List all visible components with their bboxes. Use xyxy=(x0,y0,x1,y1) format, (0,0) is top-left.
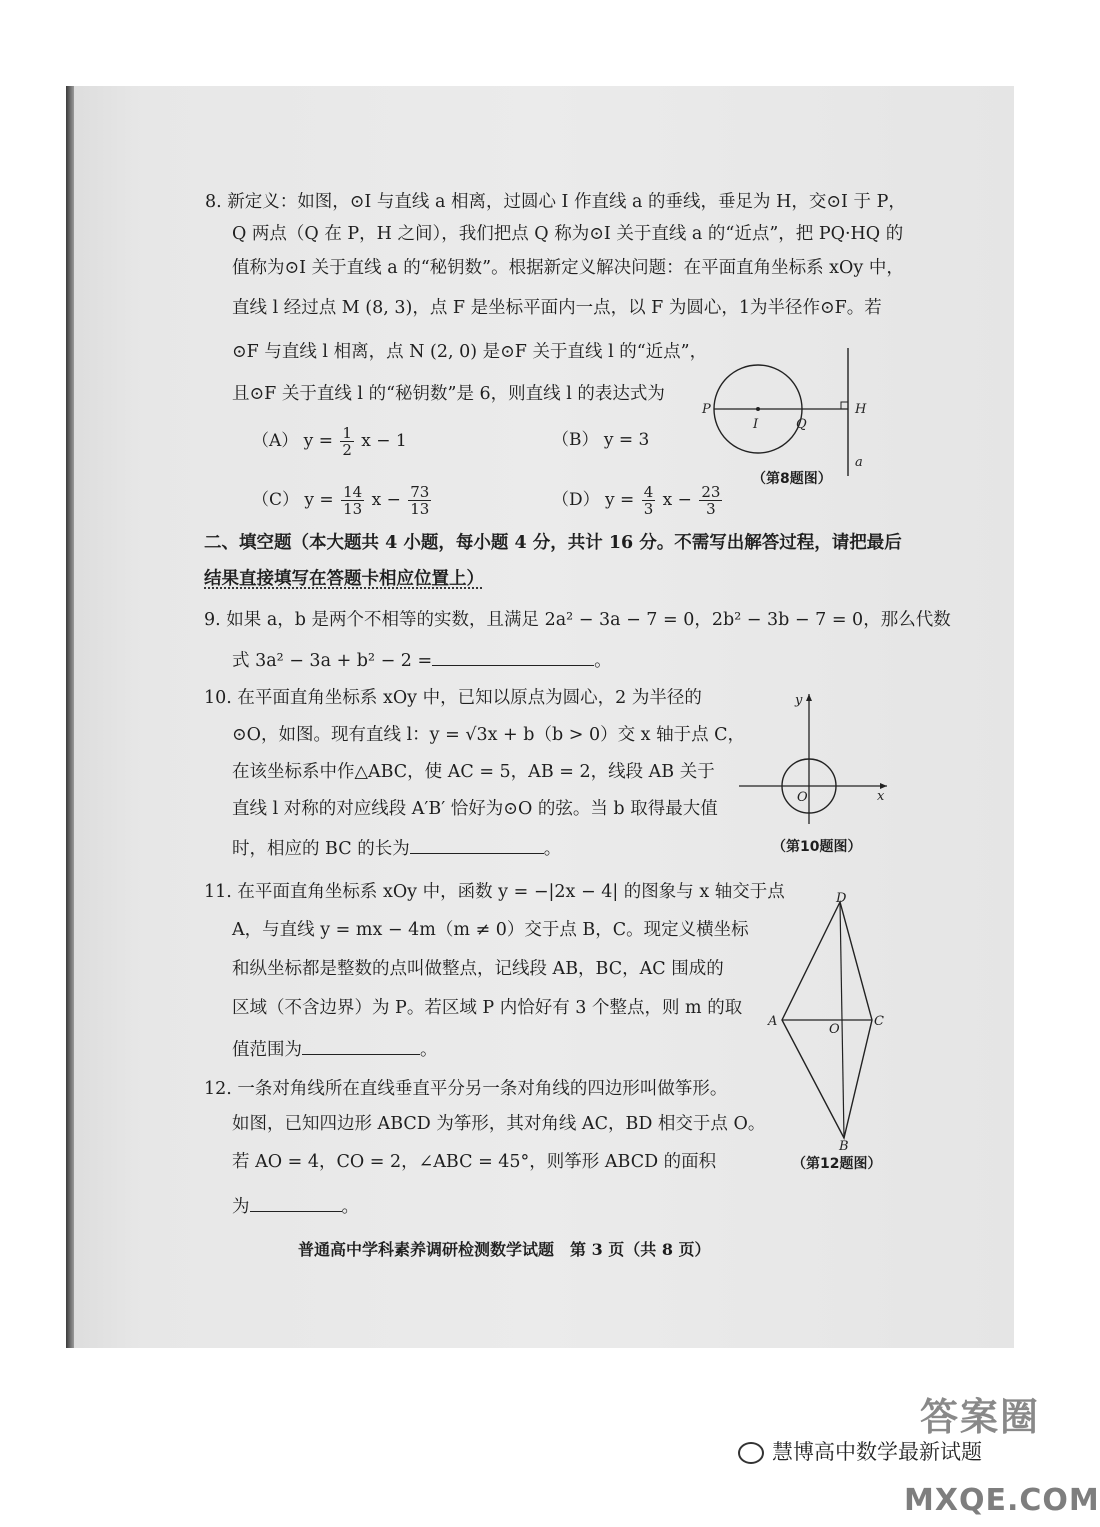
wechat-icon xyxy=(738,1442,764,1464)
site-logo-watermark: 答案圈 xyxy=(920,1395,1041,1439)
q8-label-q: Q xyxy=(796,417,807,432)
q8-figure-caption: （第8题图） xyxy=(752,471,832,487)
q10-line-5 xyxy=(232,835,561,861)
q8-label-p: P xyxy=(702,402,711,417)
q10-label-o: O xyxy=(797,790,808,805)
q10-period: 。 xyxy=(543,839,562,859)
q11-line-3: 和纵坐标都是整数的点叫做整点，记线段 AB，BC，AC 围成的 xyxy=(232,959,724,979)
q12-label-a: A xyxy=(768,1014,778,1029)
q12-figure xyxy=(762,890,892,1152)
q8-line-4: 直线 l 经过点 M (8, 3)，点 F 是坐标平面内一点，以 F 为圆心，1为半径作⊙F。若 xyxy=(232,298,882,318)
q10-line-3: 在该坐标系中作△ABC，使 AC = 5，AB = 2，线段 AB 关于 xyxy=(232,762,715,782)
q8-option-a: （A） y = $\frac{1}{2}$ x − 1 xyxy=(252,424,407,459)
q10-label-y: y xyxy=(795,693,803,708)
q8-option-b: （B） y = 3 xyxy=(552,430,650,450)
q10-y-arrow xyxy=(806,694,812,701)
q11-line-4: 区域（不含边界）为 P。若区域 P 内恰好有 3 个整点，则 m 的取 xyxy=(232,998,743,1018)
q9-period: 。 xyxy=(594,651,612,671)
q11-answer-blank[interactable] xyxy=(302,1036,420,1055)
q10-figure xyxy=(735,688,895,830)
q10-label-x: x xyxy=(877,789,885,804)
q12-prompt: 为 xyxy=(232,1197,250,1217)
q12-figure-caption: （第12题图） xyxy=(792,1156,882,1172)
q11-line-5 xyxy=(232,1036,438,1062)
q10-prompt: 时，相应的 BC 的长为 xyxy=(232,839,410,859)
q8-line-1: 8. 新定义：如图，⊙I 与直线 a 相离，过圆心 I 作直线 a 的垂线，垂足为 H，交⊙I 于 P， xyxy=(205,192,906,212)
photo-left-shadow xyxy=(66,86,74,1348)
q9-answer-blank[interactable] xyxy=(432,647,594,666)
q12-label-b: B xyxy=(839,1139,849,1154)
q8-line-3: 值称为⊙I 关于直线 a 的“秘钥数”。根据新定义解决问题：在平面直角坐标系 xOy 中， xyxy=(232,258,904,278)
q8-right-angle-mark xyxy=(841,402,848,409)
q10-line-2: ⊙O，如图。现有直线 l：y = √3x + b（b > 0）交 x 轴于点 C， xyxy=(232,725,746,745)
q8-option-d: （D） y = $\frac{4}{3}$ x − $\frac{23}{3}$ xyxy=(552,483,721,518)
q12-label-o: O xyxy=(829,1022,840,1037)
q8-figure xyxy=(698,340,878,480)
q8-option-c: （C） y = $\frac{14}{13}$ x − $\frac{73}{13}$ xyxy=(252,483,430,518)
q8-line-2: Q 两点（Q 在 P，H 之间），我们把点 Q 称为⊙I 关于直线 a 的“近点”，把 PQ·HQ 的 xyxy=(232,224,904,244)
section-2-heading-line-2: 结果直接填写在答题卡相应位置上） xyxy=(204,569,484,589)
q8-label-h: H xyxy=(855,402,867,417)
q12-label-d: D xyxy=(836,891,847,906)
q10-line-4: 直线 l 对称的对应线段 A′B′ 恰好为⊙O 的弦。当 b 取得最大值 xyxy=(232,799,718,819)
q10-figure-caption: （第10题图） xyxy=(772,839,862,855)
q8-line-5: ⊙F 与直线 l 相离，点 N (2, 0) 是⊙F 关于直线 l 的“近点”， xyxy=(232,342,708,362)
q8-label-i: I xyxy=(753,417,759,432)
q9-expression: 式 3a² − 3a + b² − 2 = xyxy=(232,651,433,671)
q12-line-2: 如图，已知四边形 ABCD 为筝形，其对角线 AC，BD 相交于点 O。 xyxy=(232,1114,766,1134)
page-footer: 普通高中学科素养调研检测数学试题 第 3 页（共 8 页） xyxy=(298,1240,711,1259)
q9-line-1: 9. 如果 a，b 是两个不相等的实数，且满足 2a² − 3a − 7 = 0，2b² − 3b − 7 = 0，那么代数 xyxy=(204,610,951,630)
q8-label-a: a xyxy=(855,455,863,470)
q9-line-2 xyxy=(232,647,612,673)
q8-center-dot xyxy=(756,407,760,411)
q12-label-c: C xyxy=(874,1014,884,1029)
q8-line-6: 且⊙F 关于直线 l 的“秘钥数”是 6，则直线 l 的表达式为 xyxy=(232,384,665,404)
q11-prompt: 值范围为 xyxy=(232,1040,302,1060)
q12-line-1: 12. 一条对角线所在直线垂直平分另一条对角线的四边形叫做筝形。 xyxy=(204,1079,728,1099)
section-2-heading-line-1: 二、填空题（本大题共 4 小题，每小题 4 分，共计 16 分。不需写出解答过程，请把最后 xyxy=(204,533,902,553)
q11-line-2: A，与直线 y = mx − 4m（m ≠ 0）交于点 B，C。现定义横坐标 xyxy=(232,920,749,940)
q10-answer-blank[interactable] xyxy=(410,835,544,854)
wechat-account-name: 慧博高中数学最新试题 xyxy=(772,1440,982,1464)
site-url-watermark: MXQE.COM xyxy=(904,1483,1100,1518)
q12-answer-blank[interactable] xyxy=(250,1193,342,1212)
q11-line-1: 11. 在平面直角坐标系 xOy 中，函数 y = −|2x − 4| 的图象与 x 轴交于点 xyxy=(204,882,785,902)
q12-period: 。 xyxy=(341,1197,359,1217)
q12-line-4 xyxy=(232,1193,359,1219)
q12-line-3: 若 AO = 4，CO = 2，∠ABC = 45°，则筝形 ABCD 的面积 xyxy=(232,1152,717,1172)
q11-period: 。 xyxy=(420,1040,438,1060)
q10-line-1: 10. 在平面直角坐标系 xOy 中，已知以原点为圆心，2 为半径的 xyxy=(204,688,702,708)
